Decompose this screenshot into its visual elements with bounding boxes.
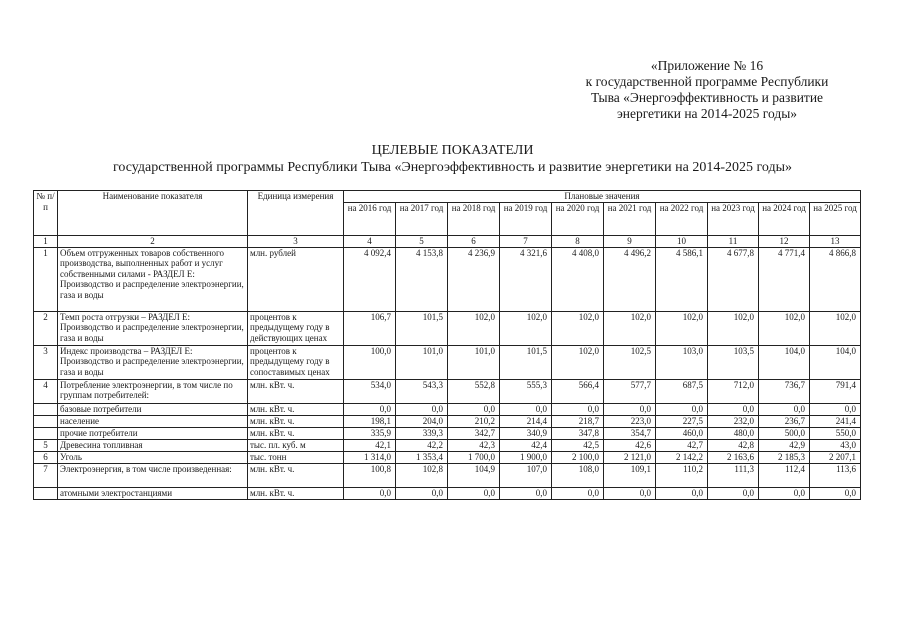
planned-value: 791,4 (810, 379, 861, 403)
col-index: 6 (448, 236, 500, 248)
planned-value: 2 163,6 (708, 451, 759, 463)
appendix-line-3: Тыва «Энергоэффективность и развитие (590, 90, 824, 105)
year-2016: на 2016 год (344, 203, 396, 236)
planned-value: 566,4 (552, 379, 604, 403)
planned-value: 241,4 (810, 415, 861, 427)
planned-value: 107,0 (500, 463, 552, 487)
planned-value: 0,0 (396, 487, 448, 499)
planned-value: 102,8 (396, 463, 448, 487)
row-number: 3 (34, 345, 58, 379)
year-2019: на 2019 год (500, 203, 552, 236)
unit-of-measure: млн. кВт. ч. (248, 379, 344, 403)
planned-value: 109,1 (604, 463, 656, 487)
table-row (34, 487, 861, 499)
table-row (34, 439, 861, 451)
unit-of-measure: млн. кВт. ч. (248, 427, 344, 439)
planned-value: 214,4 (500, 415, 552, 427)
planned-value: 543,3 (396, 379, 448, 403)
planned-value: 198,1 (344, 415, 396, 427)
planned-value: 4 092,4 (344, 247, 396, 311)
unit-of-measure: процентов к предыдущему году в действующих ценах (248, 311, 344, 345)
planned-value: 0,0 (552, 487, 604, 499)
year-2020: на 2020 год (552, 203, 604, 236)
table-row (34, 403, 861, 415)
planned-value: 100,0 (344, 345, 396, 379)
row-number: 2 (34, 311, 58, 345)
row-number: 1 (34, 247, 58, 311)
planned-value: 227,5 (656, 415, 708, 427)
planned-value: 2 185,3 (759, 451, 810, 463)
planned-value: 112,4 (759, 463, 810, 487)
planned-value: 100,8 (344, 463, 396, 487)
header-num: № п/п (34, 191, 58, 236)
planned-value: 0,0 (448, 487, 500, 499)
planned-value: 0,0 (344, 403, 396, 415)
planned-value: 101,0 (396, 345, 448, 379)
planned-value: 4 771,4 (759, 247, 810, 311)
planned-value: 102,5 (604, 345, 656, 379)
planned-value: 42,6 (604, 439, 656, 451)
unit-of-measure: тыс. тонн (248, 451, 344, 463)
header-unit: Единица измерения (248, 191, 344, 236)
planned-value: 102,0 (708, 311, 759, 345)
year-2018: на 2018 год (448, 203, 500, 236)
planned-value: 0,0 (810, 487, 861, 499)
planned-value: 2 207,1 (810, 451, 861, 463)
title-line-1: ЦЕЛЕВЫЕ ПОКАЗАТЕЛИ (371, 143, 534, 158)
col-index: 10 (656, 236, 708, 248)
column-index-row (34, 236, 861, 248)
table-row (34, 379, 861, 403)
planned-value: 101,0 (448, 345, 500, 379)
planned-value: 42,5 (552, 439, 604, 451)
planned-value: 2 142,2 (656, 451, 708, 463)
planned-value: 0,0 (344, 487, 396, 499)
planned-value: 0,0 (656, 487, 708, 499)
planned-value: 0,0 (708, 403, 759, 415)
planned-value: 108,0 (552, 463, 604, 487)
row-number (34, 415, 58, 427)
title-line-2: государственной программы Республики Тыва «Энергоэффективность и развитие энергетики на 2014-2025 годы» (112, 160, 793, 175)
row-number: 5 (34, 439, 58, 451)
planned-value: 236,7 (759, 415, 810, 427)
planned-value: 1 353,4 (396, 451, 448, 463)
table-row (34, 345, 861, 379)
col-index: 4 (344, 236, 396, 248)
planned-value: 0,0 (604, 487, 656, 499)
planned-value: 102,0 (552, 345, 604, 379)
header-planned: Плановые значения (344, 191, 861, 203)
table-row (34, 463, 861, 487)
planned-value: 712,0 (708, 379, 759, 403)
planned-value: 340,9 (500, 427, 552, 439)
col-index: 1 (34, 236, 58, 248)
planned-value: 4 321,6 (500, 247, 552, 311)
header-row (34, 191, 861, 203)
planned-value: 0,0 (500, 487, 552, 499)
col-index: 11 (708, 236, 759, 248)
indicator-name: прочие потребители (58, 427, 248, 439)
planned-value: 736,7 (759, 379, 810, 403)
table-row (34, 415, 861, 427)
planned-value: 2 121,0 (604, 451, 656, 463)
planned-value: 0,0 (552, 403, 604, 415)
col-index: 12 (759, 236, 810, 248)
planned-value: 500,0 (759, 427, 810, 439)
year-2024: на 2024 год (759, 203, 810, 236)
planned-value: 113,6 (810, 463, 861, 487)
planned-value: 102,0 (810, 311, 861, 345)
planned-value: 210,2 (448, 415, 500, 427)
planned-value: 110,2 (656, 463, 708, 487)
indicator-name: Потребление электроэнергии, в том числе по группам потребителей: (58, 379, 248, 403)
planned-value: 0,0 (759, 487, 810, 499)
unit-of-measure: млн. рублей (248, 247, 344, 311)
unit-of-measure: процентов к предыдущему году в сопоставимых ценах (248, 345, 344, 379)
year-2017: на 2017 год (396, 203, 448, 236)
planned-value: 102,0 (448, 311, 500, 345)
planned-value: 42,7 (656, 439, 708, 451)
planned-value: 102,0 (604, 311, 656, 345)
table-row (34, 451, 861, 463)
indicator-name: Уголь (58, 451, 248, 463)
planned-value: 550,0 (810, 427, 861, 439)
planned-value: 102,0 (656, 311, 708, 345)
row-number: 7 (34, 463, 58, 487)
year-2022: на 2022 год (656, 203, 708, 236)
planned-value: 0,0 (656, 403, 708, 415)
planned-value: 4 586,1 (656, 247, 708, 311)
planned-value: 42,9 (759, 439, 810, 451)
planned-value: 101,5 (396, 311, 448, 345)
indicator-name: Объем отгруженных товаров собственного производства, выполненных работ и услуг собственными силами - РАЗДЕЛ Е: Производство и распределение электроэнергии, газа и воды (58, 247, 248, 311)
year-2021: на 2021 год (604, 203, 656, 236)
indicator-name: базовые потребители (58, 403, 248, 415)
row-number: 4 (34, 379, 58, 403)
header-name: Наименование показателя (58, 191, 248, 236)
planned-value: 104,0 (810, 345, 861, 379)
planned-value: 480,0 (708, 427, 759, 439)
planned-value: 4 236,9 (448, 247, 500, 311)
planned-value: 0,0 (500, 403, 552, 415)
appendix-line-4: энергетики на 2014-2025 годы» (616, 106, 798, 121)
year-2023: на 2023 год (708, 203, 759, 236)
planned-value: 101,5 (500, 345, 552, 379)
planned-value: 1 700,0 (448, 451, 500, 463)
planned-value: 4 496,2 (604, 247, 656, 311)
appendix-line-2: к государственной программе Республики (585, 74, 829, 89)
planned-value: 4 408,0 (552, 247, 604, 311)
planned-value: 335,9 (344, 427, 396, 439)
planned-value: 104,0 (759, 345, 810, 379)
table-row (34, 311, 861, 345)
planned-value: 4 677,8 (708, 247, 759, 311)
planned-value: 0,0 (810, 403, 861, 415)
planned-value: 218,7 (552, 415, 604, 427)
year-2025: на 2025 год (810, 203, 861, 236)
appendix-line-1: «Приложение № 16 (650, 58, 764, 73)
col-index: 7 (500, 236, 552, 248)
planned-value: 354,7 (604, 427, 656, 439)
planned-value: 534,0 (344, 379, 396, 403)
planned-value: 204,0 (396, 415, 448, 427)
indicator-name: Электроэнергия, в том числе произведенная: (58, 463, 248, 487)
planned-value: 342,7 (448, 427, 500, 439)
planned-value: 102,0 (759, 311, 810, 345)
planned-value: 103,5 (708, 345, 759, 379)
planned-value: 106,7 (344, 311, 396, 345)
planned-value: 1 314,0 (344, 451, 396, 463)
planned-value: 347,8 (552, 427, 604, 439)
col-index: 5 (396, 236, 448, 248)
col-index: 3 (248, 236, 344, 248)
col-index: 8 (552, 236, 604, 248)
unit-of-measure: тыс. пл. куб. м (248, 439, 344, 451)
table-row (34, 247, 861, 311)
col-index: 2 (58, 236, 248, 248)
planned-value: 104,9 (448, 463, 500, 487)
planned-value: 0,0 (759, 403, 810, 415)
table-row (34, 427, 861, 439)
row-number (34, 403, 58, 415)
unit-of-measure: млн. кВт. ч. (248, 403, 344, 415)
indicator-name: население (58, 415, 248, 427)
row-number: 6 (34, 451, 58, 463)
planned-value: 111,3 (708, 463, 759, 487)
planned-value: 42,8 (708, 439, 759, 451)
indicator-name: атомными электростанциями (58, 487, 248, 499)
planned-value: 42,2 (396, 439, 448, 451)
planned-value: 687,5 (656, 379, 708, 403)
indicator-name: Древесина топливная (58, 439, 248, 451)
planned-value: 0,0 (604, 403, 656, 415)
planned-value: 102,0 (552, 311, 604, 345)
targets-table (33, 190, 861, 500)
row-number (34, 427, 58, 439)
planned-value: 42,1 (344, 439, 396, 451)
planned-value: 552,8 (448, 379, 500, 403)
planned-value: 577,7 (604, 379, 656, 403)
row-number (34, 487, 58, 499)
planned-value: 0,0 (448, 403, 500, 415)
planned-value: 102,0 (500, 311, 552, 345)
planned-value: 555,3 (500, 379, 552, 403)
unit-of-measure: млн. кВт. ч. (248, 415, 344, 427)
planned-value: 0,0 (396, 403, 448, 415)
unit-of-measure: млн. кВт. ч. (248, 463, 344, 487)
planned-value: 0,0 (708, 487, 759, 499)
planned-value: 4 866,8 (810, 247, 861, 311)
planned-value: 42,4 (500, 439, 552, 451)
planned-value: 1 900,0 (500, 451, 552, 463)
planned-value: 232,0 (708, 415, 759, 427)
planned-value: 42,3 (448, 439, 500, 451)
table-body (34, 247, 861, 499)
col-index: 13 (810, 236, 861, 248)
planned-value: 223,0 (604, 415, 656, 427)
indicator-name: Индекс производства – РАЗДЕЛ Е: Производство и распределение электроэнергии, газа и воды (58, 345, 248, 379)
indicator-name: Темп роста отгрузки – РАЗДЕЛ Е: Производство и распределение электроэнергии, газа и воды (58, 311, 248, 345)
unit-of-measure: млн. кВт. ч. (248, 487, 344, 499)
appendix-heading (557, 58, 857, 122)
planned-value: 339,3 (396, 427, 448, 439)
planned-value: 103,0 (656, 345, 708, 379)
planned-value: 43,0 (810, 439, 861, 451)
planned-value: 4 153,8 (396, 247, 448, 311)
planned-value: 460,0 (656, 427, 708, 439)
planned-value: 2 100,0 (552, 451, 604, 463)
document-title (0, 142, 905, 176)
col-index: 9 (604, 236, 656, 248)
